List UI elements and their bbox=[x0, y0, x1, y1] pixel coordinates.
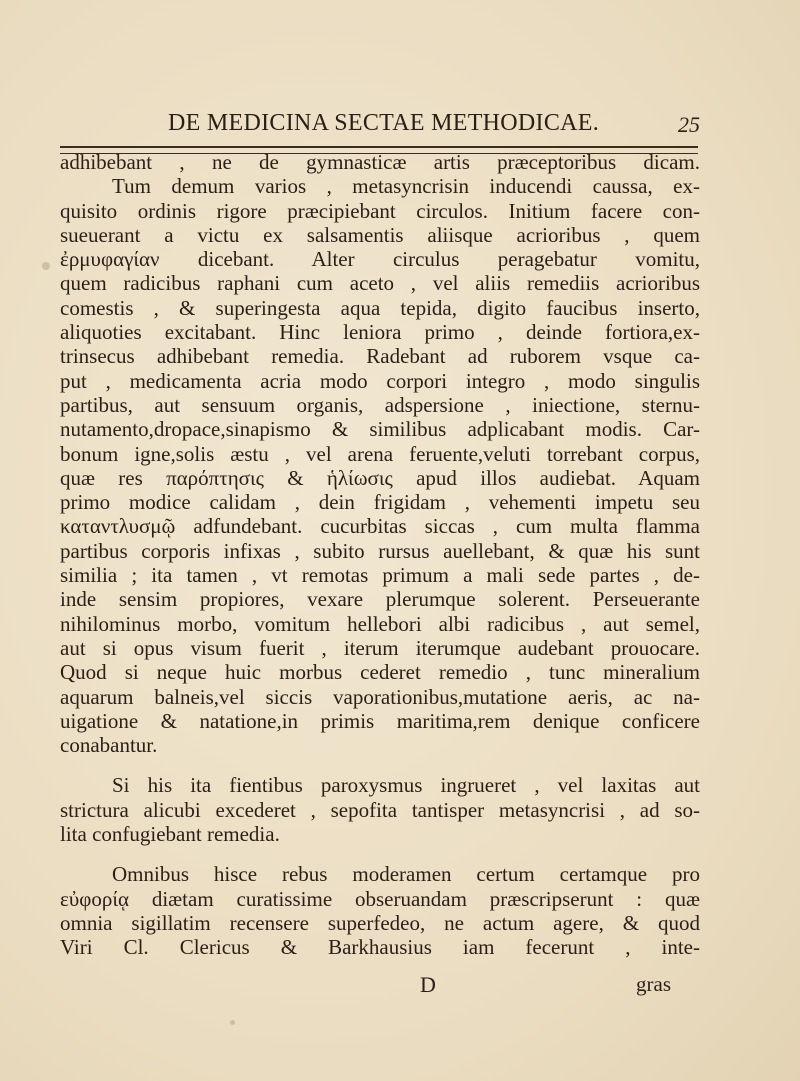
text-line: ἐρμυφαγίαν dicebant. Alter circulus peragebatur vomitu, bbox=[60, 247, 700, 272]
text-line: Tum demum varios , metasyncrisin inducendi caussa, ex- bbox=[112, 174, 700, 199]
text-line: adhibebant , ne de gymnasticæ artis præceptoribus dicam. bbox=[60, 150, 700, 174]
text-line: aut si opus visum fuerit , iterum iterumque audebant prouocare. bbox=[60, 635, 700, 660]
text-line: quisito ordinis rigore præcipiebant circulos. Initium facere con- bbox=[60, 198, 700, 223]
text-line: aliquoties excitabant. Hinc leniora primo , deinde fortiora,ex- bbox=[60, 320, 700, 345]
text-line: uigatione & natatione,in primis maritima,rem denique conficere bbox=[60, 708, 700, 733]
catchword: gras bbox=[636, 972, 671, 996]
text-line: Quod si neque huic morbus cederet remedio , tunc mineralium bbox=[60, 660, 700, 685]
text-line: nutamento,dropace,sinapismo & similibus adplicabant modis. Car- bbox=[60, 417, 700, 442]
text-line: put , medicamenta acria modo corpori integro , modo singulis bbox=[60, 368, 700, 393]
text-line: sueuerant a victu ex salsamentis aliisque acrioribus , quem bbox=[60, 222, 700, 247]
text-line: similia ; ita tamen , vt remotas primum a mali sede partes , de- bbox=[60, 563, 700, 588]
text-line: quæ res παρόπτησις & ἡλίωσις apud illos audiebat. Aquam bbox=[60, 465, 700, 490]
text-line: trinsecus adhibebant remedia. Radebant ad ruborem vsque ca- bbox=[60, 344, 700, 369]
text-line: conabantur. bbox=[60, 733, 158, 758]
running-title: DE MEDICINA SECTAE METHODICAE. bbox=[168, 110, 600, 136]
text-line: comestis , & superingesta aqua tepida, digito faucibus inserto, bbox=[60, 295, 700, 320]
signature-mark: D bbox=[420, 972, 436, 997]
text-line: inde sensim propiores, vexare plerumque solerent. Perseuerante bbox=[60, 587, 700, 612]
text-line: omnia sigillatim recensere superfedeo, ne actum agere, & quod bbox=[60, 910, 700, 935]
text-line: strictura alicubi excederet , sepofita tantisper metasyncrisi , ad so- bbox=[60, 797, 700, 822]
text-line: lita confugiebant remedia. bbox=[60, 822, 280, 847]
text-line: aquarum balneis,vel siccis vaporationibus,mutatione aeris, ac na- bbox=[60, 684, 700, 709]
text-line: Si his ita fientibus paroxysmus ingrueret , vel laxitas aut bbox=[112, 773, 700, 798]
text-line: εὐφορίᾳ diætam curatissime obseruandam præscripserunt : quæ bbox=[60, 886, 700, 911]
main-text bbox=[60, 150, 700, 960]
text-line: bonum igne,solis æstu , vel arena feruente,veluti torrebant corpus, bbox=[60, 441, 700, 466]
text-line: Viri Cl. Clericus & Barkhausius iam fecerunt , inte- bbox=[60, 935, 700, 960]
text-line: Omnibus hisce rebus moderamen certum certamque pro bbox=[112, 862, 700, 887]
paper-spot bbox=[42, 262, 50, 270]
text-line: nihilominus morbo, vomitum hellebori albi radicibus , aut semel, bbox=[60, 611, 700, 636]
running-header bbox=[140, 110, 700, 144]
text-line: partibus corporis infixas , subito rursus auellebant, & quæ his sunt bbox=[60, 538, 700, 563]
text-line: partibus, aut sensuum organis, adspersione , iniectione, sternu- bbox=[60, 392, 700, 417]
text-line: quem radicibus raphani cum aceto , vel aliis remediis acrioribus bbox=[60, 271, 700, 296]
text-line: καταντλυσμῷ adfundebant. cucurbitas siccas , cum multa flamma bbox=[60, 514, 700, 539]
page-number: 25 bbox=[678, 112, 700, 137]
paper-spot bbox=[230, 1020, 235, 1025]
text-line: primo modice calidam , dein frigidam , vehementi impetu seu bbox=[60, 490, 700, 515]
